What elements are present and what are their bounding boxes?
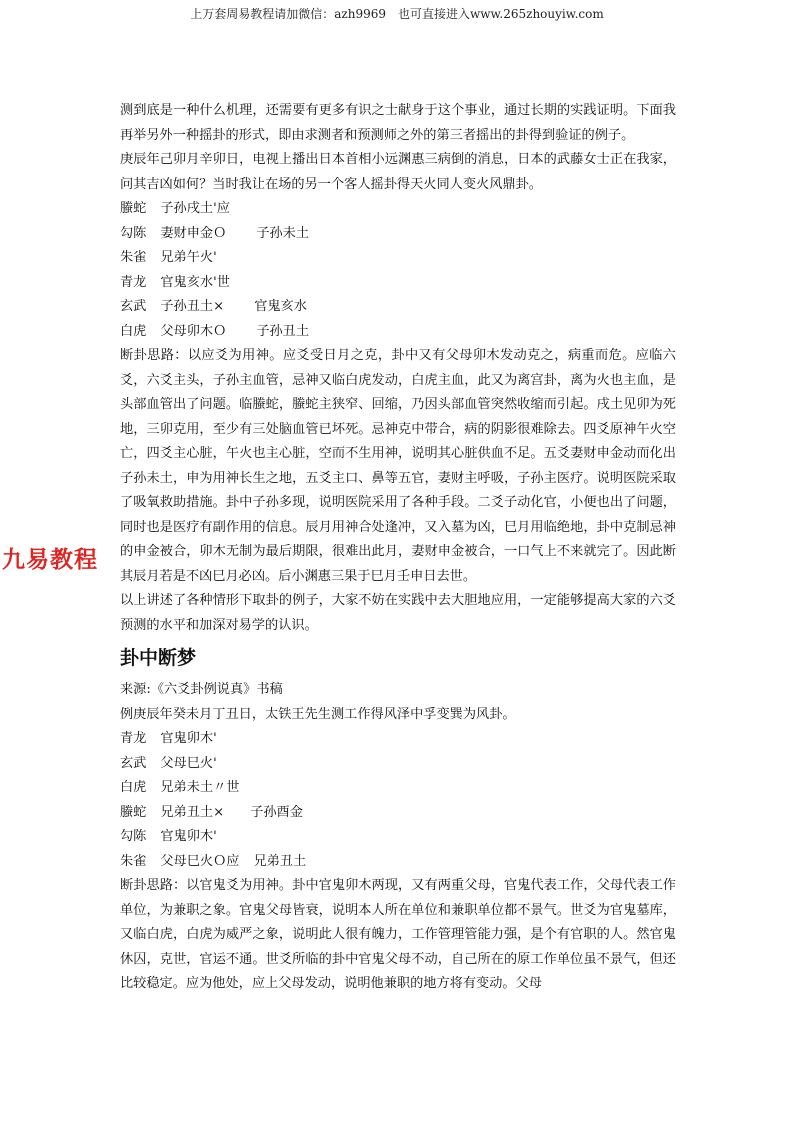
hexagram-line [120,850,676,875]
line-main: 兄弟丑土× [160,804,225,820]
page-header: 上万套周易教程请加微信：azh9969 也可直接进入www.265zhouyiw.com [190,7,604,21]
hexagram-line [120,295,676,320]
hexagram-line [120,320,676,345]
paragraph: 测到底是一种什么机理，还需要有更多有识之士献身于这个事业，通过长期的实践证明。下面我再举另外一种摇卦的形式，即由求测者和预测师之外的第三者摇出的卦得到验证的例子。 [120,103,676,143]
hexagram-line [120,246,676,271]
hexagram-block [120,727,676,874]
line-changed: 子孙未土 [256,225,310,241]
document-body [120,99,676,997]
section-heading: 卦中断梦 [120,647,197,669]
line-changed: 子孙酉金 [250,804,303,820]
line-changed: 子孙丑土 [256,323,310,339]
line-changed: 兄弟丑土 [253,853,307,869]
paragraph: 庚辰年己卯月辛卯日，电视上播出日本首相小远渊惠三病倒的消息，日本的武藤女士正在我家，问其吉凶如何？当时我让在场的另一个客人摇卦得天火同人变火风鼎卦。 [120,152,676,192]
line-main: 兄弟未土〃世 [160,780,240,795]
line-main: 兄弟午火' [160,250,217,265]
hexagram-line [120,801,676,826]
line-main: 官鬼亥水'世 [160,274,230,290]
hexagram-line [120,752,676,777]
six-god: 青龙 [120,731,147,746]
six-god: 白虎 [120,323,147,339]
paragraph: 断卦思路：以官鬼爻为用神。卦中官鬼卯木两现，又有两重父母，官鬼代表工作，父母代表工作单位，为兼职之象。官鬼父母皆衰，说明本人所在单位和兼职单位都不景气。世爻为官鬼墓库，又临白虎，白虎为威严之象，说明此人很有魄力，工作管理管能力强，是个有官职的人。然官鬼休囚，克世，官运不通。世爻所临的卦中官鬼父母不动，自己所在的原工作单位虽不景气，但还比较稳定。应为他处，应上父母发动，说明他兼职的地方将有变动。父母 [120,878,676,991]
paragraph: 以上讲述了各种情形下取卦的例子，大家不妨在实践中去大胆地应用，一定能够提高大家的六爻预测的水平和加深对易学的认识。 [120,593,676,633]
line-main: 官鬼卯木' [160,731,217,746]
six-god: 勾陈 [120,829,147,844]
hexagram-line [120,197,676,222]
line-main: 父母巳火' [160,755,217,771]
line-main: 子孙丑土× [160,299,225,314]
six-god: 玄武 [120,755,147,771]
hexagram-line [120,271,676,296]
six-god: 螣蛇 [120,804,147,820]
six-god: 白虎 [120,780,147,795]
hexagram-line [120,825,676,850]
hexagram-line [120,222,676,247]
line-changed: 官鬼亥水 [254,299,307,314]
hexagram-block [120,197,676,344]
paragraph: 例庚辰年癸未月丁丑日，太铁王先生测工作得风泽中孚变巽为风卦。 [120,706,516,722]
source-line: 来源:《六爻卦例说真》书稿 [120,682,283,697]
paragraph: 断卦思路：以应爻为用神。应爻受日月之克，卦中又有父母卯木发动克之，病重而危。应临六爻，六爻主头，子孙主血管，忌神又临白虎发动，白虎主血，此又为离宫卦，离为火也主血，是头部血管出了问题。临螣蛇，螣蛇主狭窄、回缩，乃因头部血管突然收缩而引起。戌土见卯为死地，三卯克用，至少有三处脑血管已坏死。忌神克中带合，病的阴影很难除去。四爻原神午火空亡，四爻主心脏，午火也主心脏，空而不生用神，说明其心脏供血不足。五爻妻财申金动而化出子孙未土，申为用神长生之地，五爻主口、鼻等五官，妻财主呼吸，子孙主医疗。说明医院采取了吸氧救助措施。卦中子孙多现，说明医院采用了各种手段。二爻子动化官，小便也出了问题，同时也是医疗有副作用的信息。辰月用神合处逢冲，又入墓为凶，巳月用临绝地，卦中克制忌神的申金被合，卯木无制为最后期限，很难出此月，妻财申金被合，一口气上不来就完了。因此断其辰月若是不凶巳月必凶。后小渊惠三果于巳月壬申日去世。 [120,348,676,584]
six-god: 青龙 [120,274,147,290]
line-main: 父母巳火Ｏ应 [160,853,240,869]
line-main: 父母卯木Ｏ [160,323,227,339]
six-god: 朱雀 [120,853,147,869]
six-god: 玄武 [120,299,147,314]
side-watermark-logo: 九易教程 [2,547,98,573]
six-god: 勾陈 [120,225,147,241]
hexagram-line [120,776,676,801]
line-main: 子孙戌土'应 [160,201,230,216]
line-main: 官鬼卯木' [160,829,217,844]
hexagram-line [120,727,676,752]
line-main: 妻财申金Ｏ [160,225,227,241]
six-god: 朱雀 [120,250,147,265]
six-god: 螣蛇 [120,201,147,216]
